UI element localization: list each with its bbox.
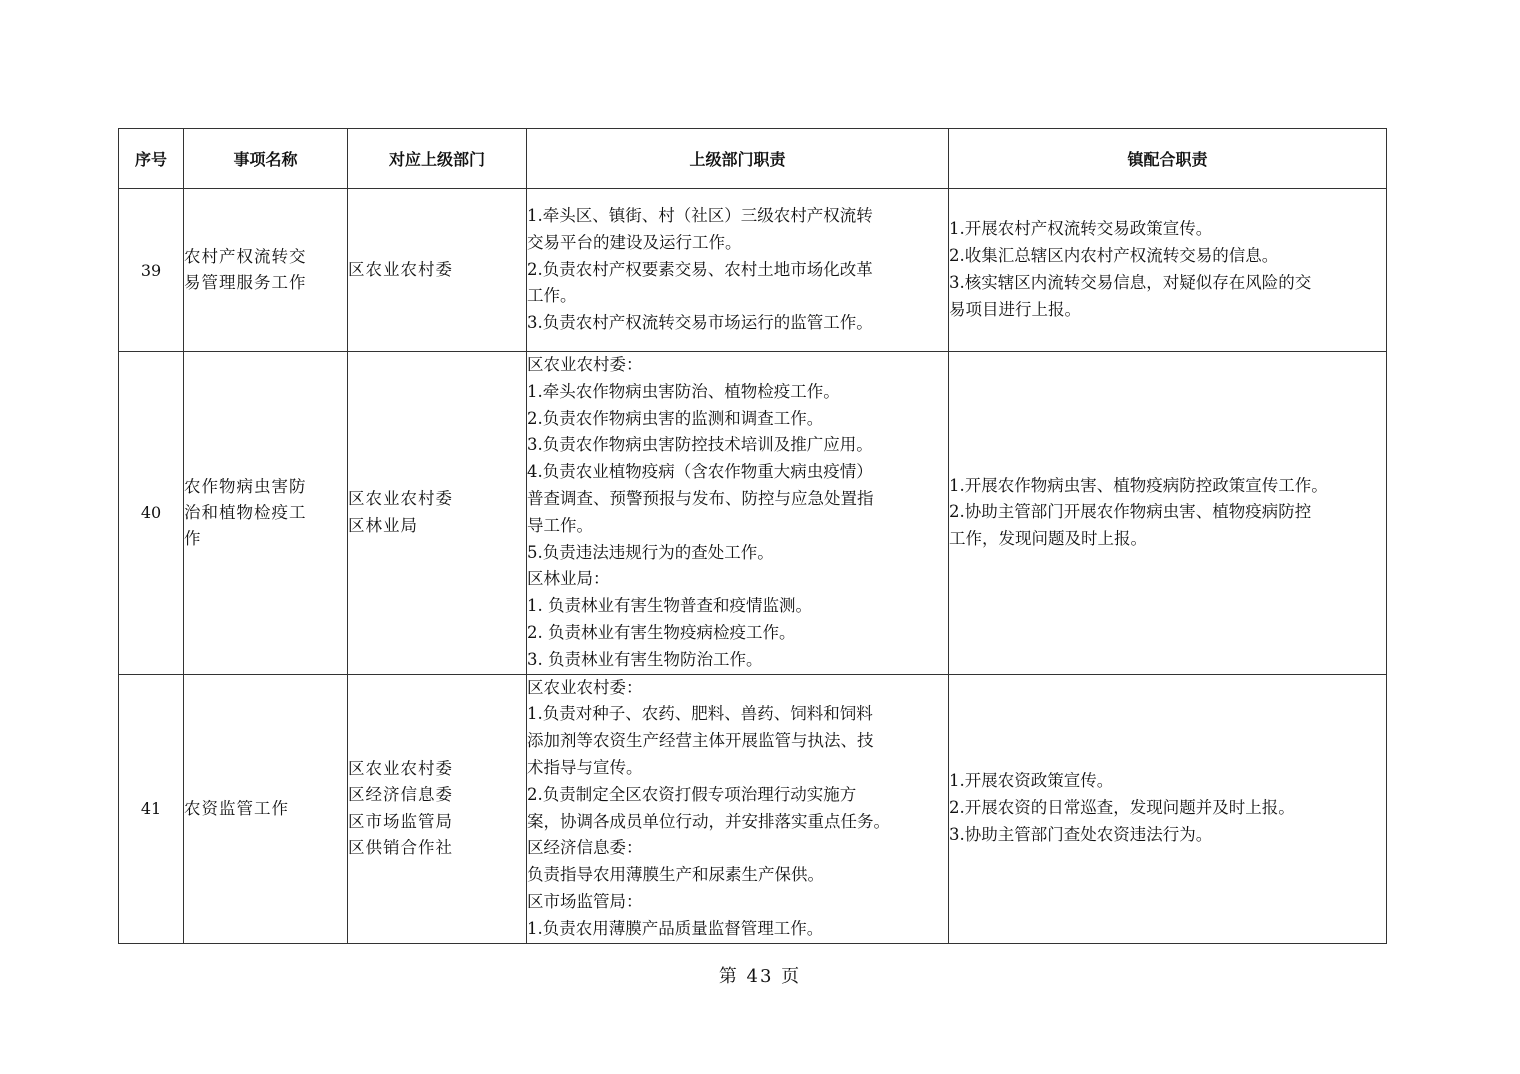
cell-line: 2.收集汇总辖区内农村产权流转交易的信息。 (949, 246, 1279, 266)
cell-line: 1.开展农作物病虫害、植物疫病防控政策宣传工作。 (949, 475, 1328, 495)
header-upper-duty: 上级部门职责 (527, 129, 949, 189)
row-town-duty (949, 352, 1387, 675)
row-upper-duty (527, 352, 949, 675)
cell-line: 2.开展农资的日常巡查，发现问题并及时上报。 (949, 798, 1295, 818)
row-upper-duty (527, 674, 949, 943)
cell-line: 术指导与宣传。 (527, 757, 643, 777)
cell-line: 农作物病虫害防 (184, 476, 307, 496)
cell-line: 3.负责农村产权流转交易市场运行的监管工作。 (527, 313, 873, 333)
cell-line: 区农业农村委 (348, 489, 453, 509)
cell-line: 区林业局： (527, 569, 610, 589)
page-number: 第 43 页 (718, 966, 802, 987)
cell-line: 添加剂等农资生产经营主体开展监管与执法、技 (527, 731, 874, 751)
row-no: 40 (119, 352, 184, 675)
cell-line: 农村产权流转交 (184, 247, 307, 266)
cell-line: 普查调查、预警预报与发布、防控与应急处置指 (527, 488, 874, 508)
cell-line: 3.协助主管部门查处农资违法行为。 (949, 824, 1213, 844)
cell-line: 区林业局 (348, 515, 418, 535)
cell-line: 工作。 (527, 286, 577, 306)
header-town-duty: 镇配合职责 (949, 129, 1387, 189)
table-header-row (119, 129, 1387, 189)
row-no: 39 (119, 189, 184, 352)
cell-line: 工作，发现问题及时上报。 (949, 529, 1147, 549)
row-item-name (184, 352, 348, 675)
cell-line: 区供销合作社 (348, 838, 453, 858)
row-upper-dept (348, 189, 527, 352)
table-row (119, 674, 1387, 943)
row-item-name (184, 674, 348, 943)
cell-line: 案，协调各成员单位行动，并安排落实重点任务。 (527, 811, 890, 831)
cell-line: 导工作。 (527, 515, 593, 535)
cell-line: 区农业农村委 (348, 259, 453, 279)
cell-line: 区经济信息委： (527, 838, 643, 858)
cell-line: 1.开展农资政策宣传。 (949, 771, 1114, 791)
cell-line: 交易平台的建设及运行工作。 (527, 232, 742, 252)
cell-line: 农资监管工作 (184, 798, 289, 818)
table-row (119, 189, 1387, 352)
cell-line: 1.负责农用薄膜产品质量监督管理工作。 (527, 918, 824, 938)
cell-line: 1.开展农村产权流转交易政策宣传。 (949, 219, 1213, 239)
cell-line: 1. 负责林业有害生物普查和疫情监测。 (527, 596, 812, 616)
table-row (119, 352, 1387, 675)
duty-table (118, 128, 1387, 944)
row-no: 41 (119, 674, 184, 943)
cell-line: 易项目进行上报。 (949, 299, 1081, 319)
cell-line: 2.协助主管部门开展农作物病虫害、植物疫病防控 (949, 502, 1312, 522)
cell-line: 区市场监管局 (348, 811, 453, 831)
header-upper-dept: 对应上级部门 (348, 129, 527, 189)
cell-line: 2.负责农村产权要素交易、农村土地市场化改革 (527, 259, 873, 279)
cell-line: 1.负责对种子、农药、肥料、兽药、饲料和饲料 (527, 704, 873, 724)
header-item-name: 事项名称 (184, 129, 348, 189)
row-upper-dept (348, 352, 527, 675)
cell-line: 4.负责农业植物疫病（含农作物重大病虫疫情） (527, 462, 873, 482)
cell-line: 2.负责农作物病虫害的监测和调查工作。 (527, 408, 824, 428)
cell-line: 易管理服务工作 (184, 273, 307, 292)
row-upper-dept (348, 674, 527, 943)
row-upper-duty (527, 189, 949, 352)
row-town-duty (949, 189, 1387, 352)
row-town-duty (949, 674, 1387, 943)
cell-line: 作 (184, 528, 202, 548)
cell-line: 3.负责农作物病虫害防控技术培训及推广应用。 (527, 435, 873, 455)
cell-line: 2.负责制定全区农资打假专项治理行动实施方 (527, 784, 857, 804)
cell-line: 1.牵头区、镇街、村（社区）三级农村产权流转 (527, 206, 873, 225)
cell-line: 治和植物检疫工 (184, 502, 307, 522)
cell-line: 3. 负责林业有害生物防治工作。 (527, 649, 763, 669)
header-no: 序号 (119, 129, 184, 189)
cell-line: 3.核实辖区内流转交易信息，对疑似存在风险的交 (949, 273, 1312, 292)
cell-line: 区农业农村委： (527, 355, 643, 374)
cell-line: 区市场监管局： (527, 891, 643, 911)
cell-line: 负责指导农用薄膜生产和尿素生产保供。 (527, 865, 824, 885)
row-item-name (184, 189, 348, 352)
cell-line: 5.负责违法违规行为的查处工作。 (527, 542, 774, 562)
cell-line: 区农业农村委 (348, 758, 453, 778)
cell-line: 2. 负责林业有害生物疫病检疫工作。 (527, 622, 796, 642)
cell-line: 1.牵头农作物病虫害防治、植物检疫工作。 (527, 381, 840, 401)
cell-line: 区经济信息委 (348, 785, 453, 805)
cell-line: 区农业农村委： (527, 677, 643, 697)
